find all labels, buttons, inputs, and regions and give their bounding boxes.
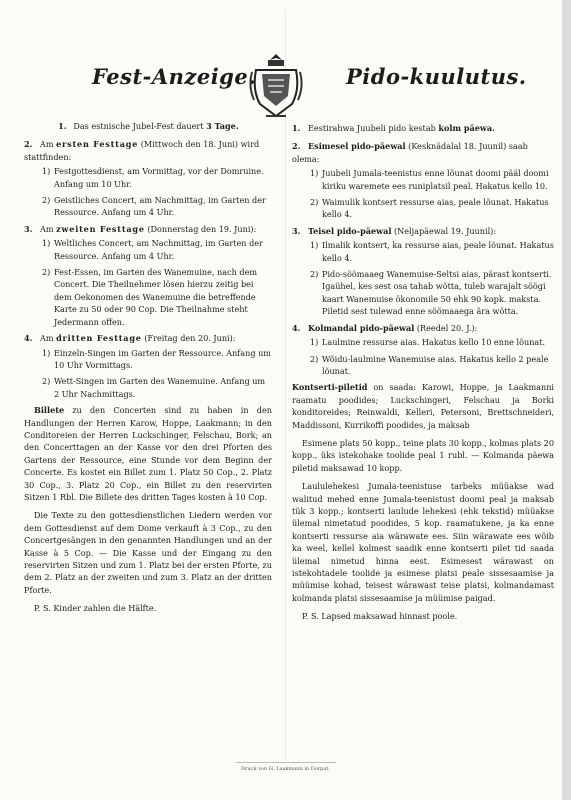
postscript: P. S. Lapsed maksawad hinnast poole. <box>302 611 458 622</box>
list-item: 1) Weltliches Concert, am Nachmittag, im Garten der Ressource. Anfang um 4 Uhr. <box>42 238 263 261</box>
section-3-heading: 3. Teisel pido-päewal (Neljapäewal 19. Juunil): <box>292 225 497 236</box>
list-item: 2) Geistliches Concert, am Nachmittag, im Garten der Ressource. Anfang um 4 Uhr. <box>42 195 266 218</box>
printer-imprint: Druck von H. Laakmann in Dorpat. <box>241 766 330 772</box>
page-edge <box>562 0 571 800</box>
section-2-heading: 2. Esimesel pido-päewal (Kesknädalal 18. Juunil) saab olema: <box>292 141 528 164</box>
column-estonian <box>292 122 554 629</box>
tickets-paragraph: Billete zu den Concerten sind zu haben in den Handlungen der Herren Karow, Hoppe, Laakmann; in den Conditoreien der Herren Luckschinger, Felschau, Bork; an den Concerttagen an der Kasse vor den drei Pforten des Gartens der Ressource, eine Stunde vor dem Beginn der Concerte. Es kostet ein Billet zum 1. Platz 50 Cop., 2. Platz 30 Cop., 3. Platz 20 Cop., ein Billet zu den reservirten Sitzen 1 Rbl. Die Billete des dritten Tages kosten à 10 Cop. <box>24 405 272 502</box>
postscript: P. S. Kinder zahlen die Hälfte. <box>34 603 157 614</box>
section-2-heading: 2. Am ersten Festtage (Mittwoch den 18. Juni) wird stattfinden: <box>24 139 260 162</box>
songbooks-paragraph: Laululehekesi Jumala-teenistuse tarbeks müüakse wad walitud mehed enne Jumala-teenistust doomi peal ja maksab tük 3 kopp.; kontserti laulude lehekesi (ehk tekstid) müüakse ülemal nimetatud poodides, 5 kop. raamatukene, ja ka enne kontserti ressurse aia wärawate ees. Siin wärawate ees wõib ka weel, kellel kolmest saadik enne kontserti pilet tid saada ülemal nimetud hinna eest. Esimesest wärawast on istekohtadele toolide ja esimese platsi peale sissesaamise ja müümise kohad, teisest wärawast teise platsi, kolmandamast kolmanda platsi sissesaamise ja müümise paigad. <box>292 481 554 603</box>
list-item: 2) Fest-Essen, im Garten des Wanemuine, nach dem Concert. Die Theilnehmer lösen hierzu zeitig bei dem Oekonomen des Wanemuine die betreffende Karte zu 50 oder 90 Cop. Die Theilnahme steht Jedermann offen. <box>42 267 258 327</box>
list-item: 1) Festgottesdienst, am Vormittag, vor der Domruine. Anfang um 10 Uhr. <box>42 166 264 189</box>
title-german: Fest-Anzeige. <box>92 64 257 89</box>
coat-of-arms-icon <box>248 50 304 122</box>
list-item: 2) Waimulik kontsert ressurse aias, peale lõunat. Hakatus kello 4. <box>310 197 549 220</box>
list-item: 2) Wõidu-laulmine Wanemuise aias. Hakatus kello 2 peale lõunat. <box>310 353 549 376</box>
list-item: 2) Pido-söömaaeg Wanemuise-Seltsi aias, pärast kontserti. Igaühel, kes sest osa tahab wõtta, tuleb warajalt söögi kaart Wanemuise ökonomile 50 ehk 90 kopk. maksta. Piletid sest tulewad enne söömaaega ära wõtta. <box>310 269 552 317</box>
section-3-heading: 3. Am zweiten Festtage (Donnerstag den 19. Juni): <box>24 223 257 234</box>
texts-paragraph: Die Texte zu den gottesdienstlichen Liedern werden vor dem Gottesdienst auf dem Dome verkauft à 3 Cop., zu den Concertgesängen in den genannten Handlungen und an der Kasse à 5 Cop. — Die Kasse und der Eingang zu den reservirten Sitzen und zum 1. Platz bei der ersten Pforte, zu dem 2. Platz an der zweiten und zum 3. Platz an der dritten Pforte. <box>24 510 272 595</box>
footer-rule <box>236 762 336 763</box>
section-4-heading: 4. Kolmandal pido-päewal (Reedel 20. J.): <box>292 322 478 333</box>
tickets-paragraph: Kontserti-piletid on saada: Karowi, Hoppe, ja Laakmanni raamatu poodides; Luckschingeri, Felschau ja Borki konditoreides; Reinwaldi, Kelleri, Petersoni, Brettschneideri, Maddissoni, Kurrikoffi poodides, ja maksab <box>292 382 554 430</box>
title-estonian: Pido-kuulutus. <box>346 64 527 89</box>
list-item: 1) Juubeli Jumala-teenistus enne lõunat doomi pääl doomi kiriku waremete ees runiplatsil peal. Hakatus kello 10. <box>310 168 549 191</box>
section-1: 1. Eestirahwa Juubeli pido kestab kolm päewa. <box>292 123 495 133</box>
section-1: 1. Das estnische Jubel-Fest dauert 3 Tage. <box>58 121 239 131</box>
list-item: 1) Ilmalik kontsert, ka ressurse aias, peale lõunat. Hakatus kello 4. <box>310 240 554 263</box>
list-item: 1) Einzeln-Singen im Garten der Ressource. Anfang um 10 Uhr Vormittags. <box>42 347 271 370</box>
fold-line <box>285 10 286 760</box>
prices-paragraph: Esimene plats 50 kopp., teine plats 30 kopp., kolmas plats 20 kopp., üks istekohake toolide peal 1 rubl. — Kolmanda päewa piletid maksawad 10 kopp. <box>292 437 554 473</box>
column-german <box>24 120 272 621</box>
list-item: 1) Laulmine ressurse aias. Hakatus kello 10 enne lõunat. <box>310 337 546 348</box>
list-item: 2) Wett-Singen im Garten des Wanemuine. Anfang um 2 Uhr Nachmittags. <box>42 376 266 399</box>
section-4-heading: 4. Am dritten Festtage (Freitag den 20. Juni): <box>24 333 236 344</box>
